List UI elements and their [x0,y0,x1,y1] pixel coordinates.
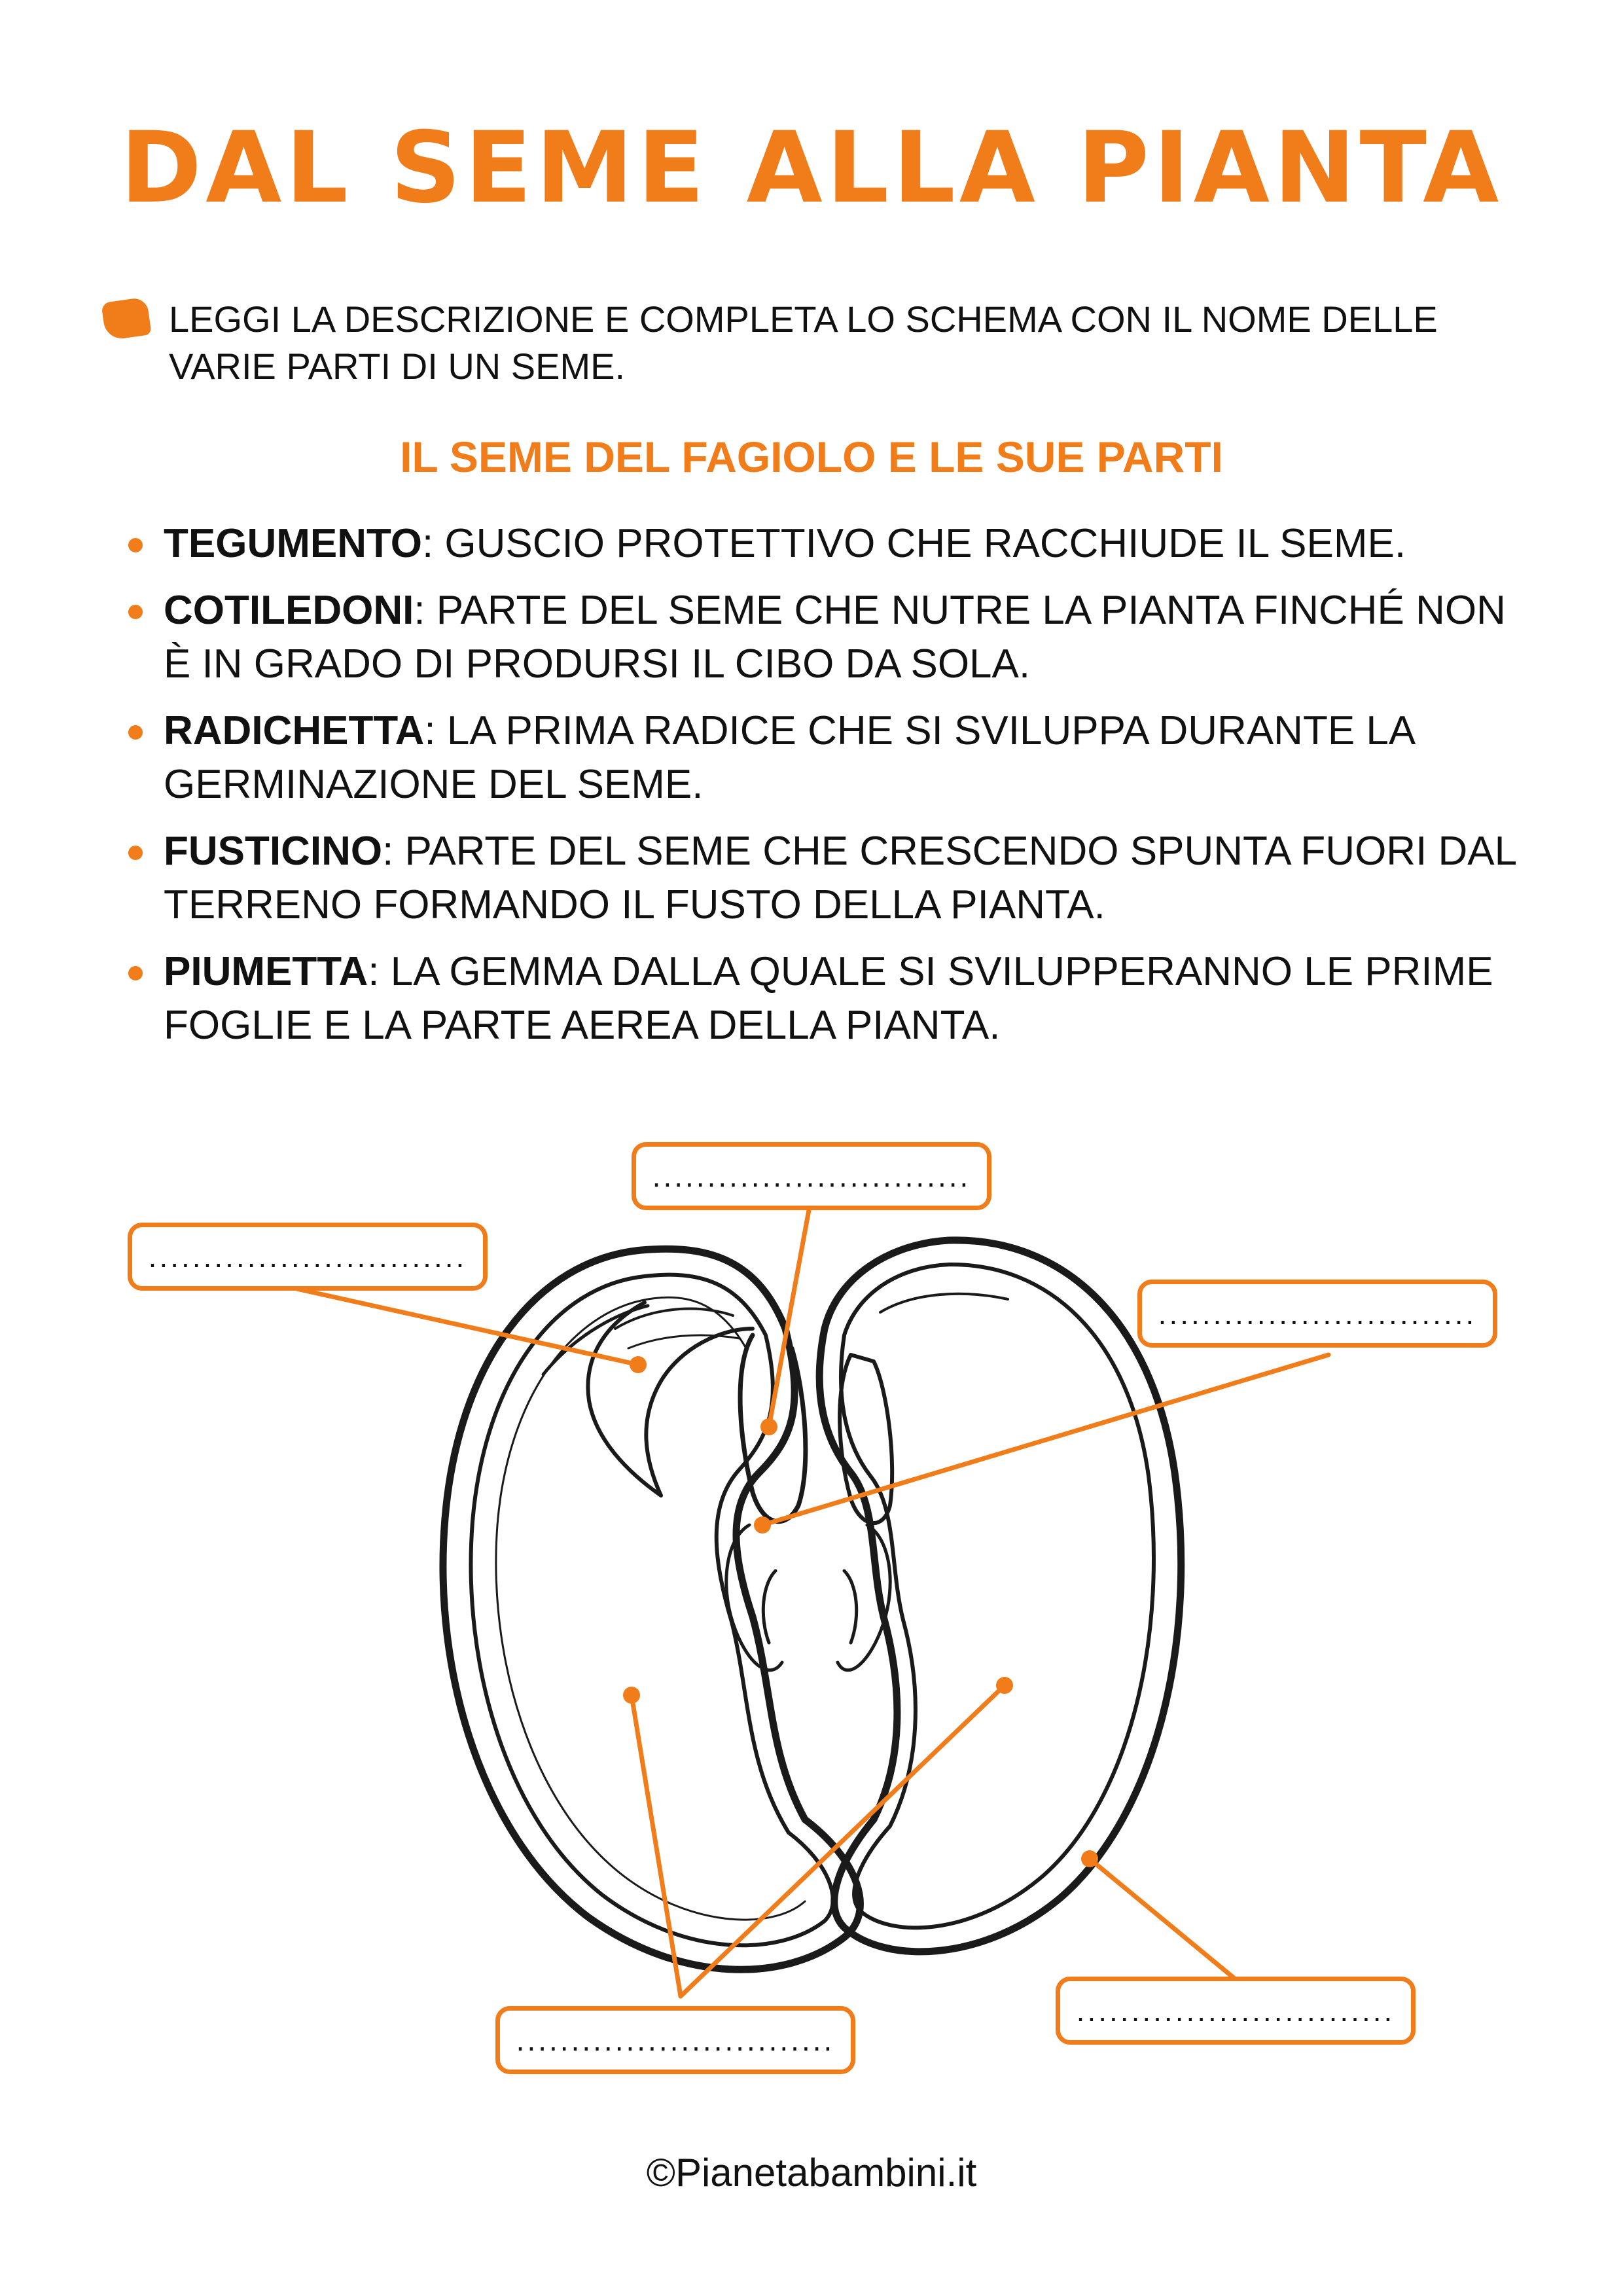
left-seed-half [443,1249,860,1969]
answer-box-top-left[interactable]: ............................. [128,1223,488,1291]
definition-text: : PARTE DEL SEME CHE NUTRE LA PIANTA FINCHÉ NON È IN GRADO DI PRODURSI IL CIBO DA SOLA. [164,588,1506,687]
answer-box-top-center[interactable]: ............................. [632,1142,991,1210]
section-subtitle: IL SEME DEL FAGIOLO E LE SUE PARTI [400,433,1223,481]
right-seed-half [819,1240,1181,1952]
definition-term: TEGUMENTO [164,521,422,566]
definition-text: : PARTE DEL SEME CHE CRESCENDO SPUNTA FUORI DAL TERRENO FORMANDO IL FUSTO DELLA PIANTA. [164,829,1516,927]
answer-box-top-right[interactable]: ............................. [1137,1280,1497,1348]
definition-text: : GUSCIO PROTETTIVO CHE RACCHIUDE IL SEME. [421,521,1406,566]
answer-box-bottom-center[interactable]: ............................. [495,2006,855,2074]
answer-box-bottom-right[interactable]: ............................. [1056,1977,1416,2045]
definition-term: FUSTICINO [164,829,383,874]
page-title: DAL SEME ALLA PIANTA [120,111,1503,225]
definition-text: : LA PRIMA RADICE CHE SI SVILUPPA DURANTE LA GERMINAZIONE DEL SEME. [164,708,1414,807]
footer-copyright: ©Pianetabambini.it [646,2151,977,2195]
definition-term: RADICHETTA [164,708,425,753]
definition-term: PIUMETTA [164,949,368,994]
definition-term: COTILEDONI [164,588,414,633]
leader-points [623,1356,1098,1867]
instruction-text: LEGGI LA DESCRIZIONE E COMPLETA LO SCHEMA CON IL NOME DELLE VARIE PARTI DI UN SEME. [169,298,1438,387]
definition-text: : LA GEMMA DALLA QUALE SI SVILUPPERANNO LE PRIME FOGLIE E LA PARTE AEREA DELLA PIANTA. [164,949,1493,1048]
